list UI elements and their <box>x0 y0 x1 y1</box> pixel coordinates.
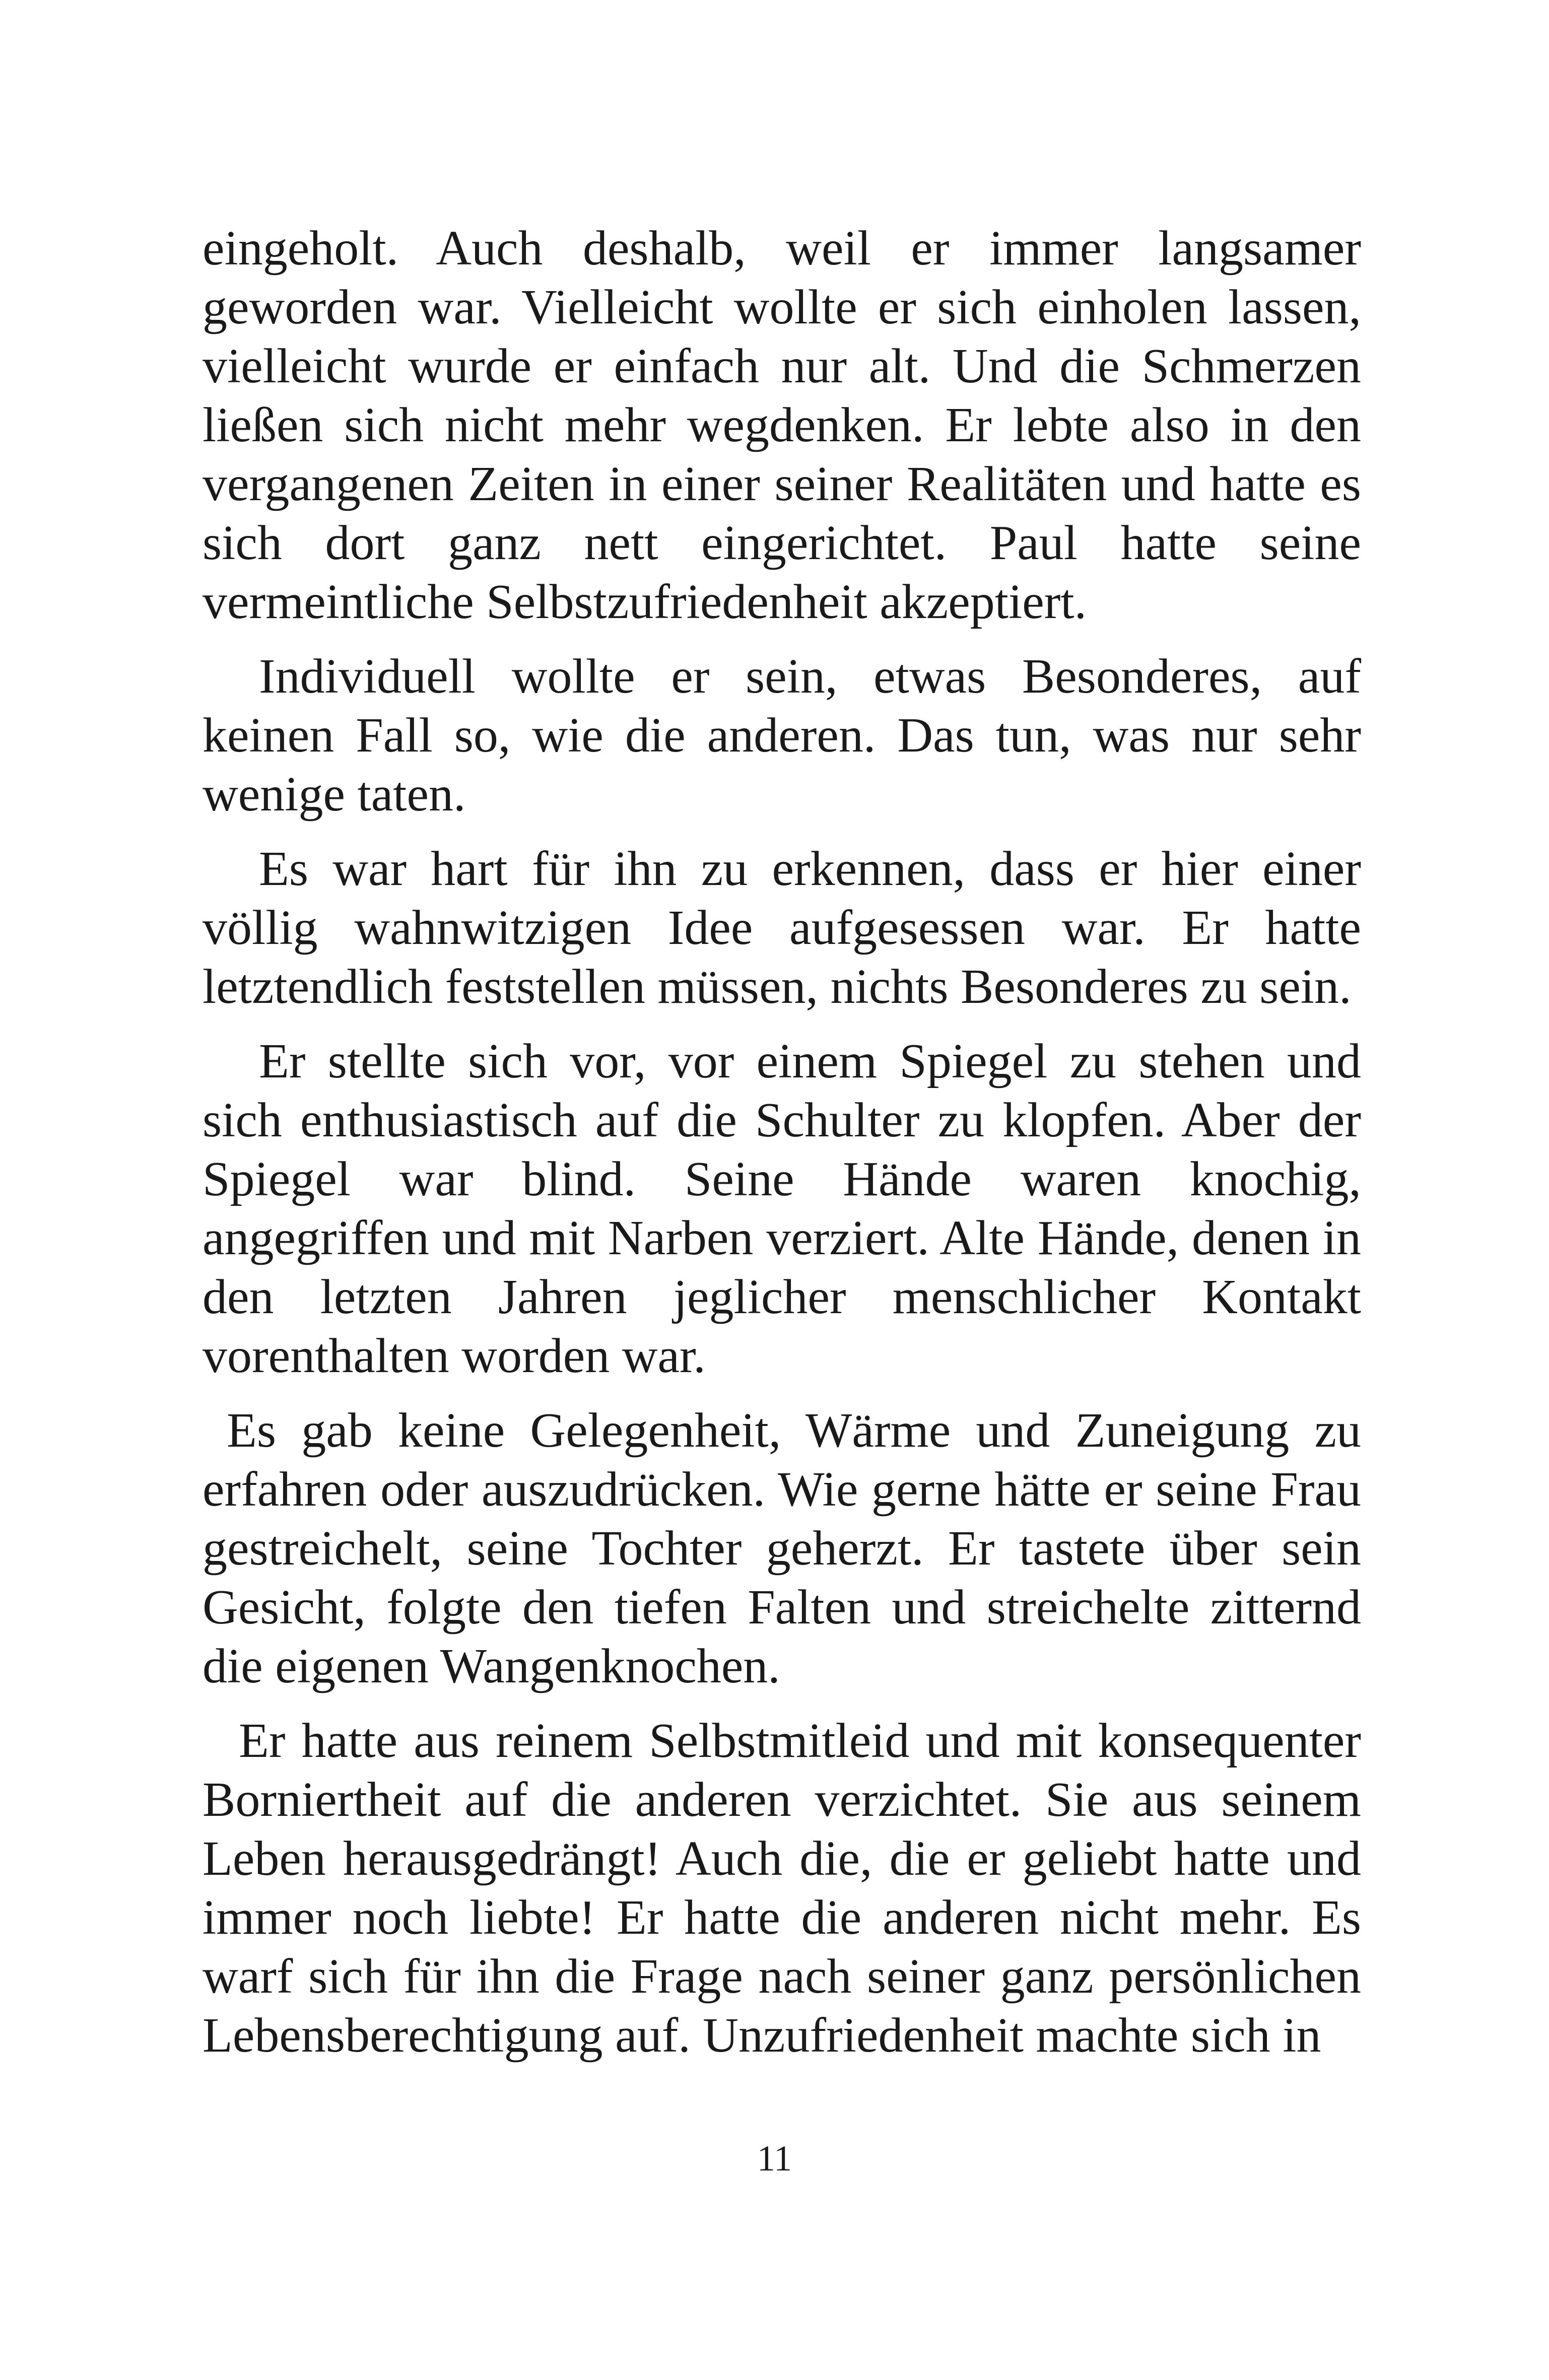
paragraph-6: Er hatte aus reinem Selbstmitleid und mit konsequenter Borniertheit auf die anderen verzichtet. Sie aus seinem Leben herausgedrängt! Auch die, die er geliebt hatte und immer noch liebte! Er hatte die anderen nicht mehr. Es warf sich für ihn die Frage nach seiner ganz persönlichen Lebensberechtigung auf. Unzufriedenheit machte sich in <box>203 1714 1361 2063</box>
paragraph-1: eingeholt. Auch deshalb, weil er immer langsamer geworden war. Vielleicht wollte er sich einholen lassen, vielleicht wurde er einfach nur alt. Und die Schmerzen ließen sich nicht mehr wegdenken. Er lebte also in den vergangenen Zeiten in einer seiner Realitäten und hatte es sich dort ganz nett eingerichtet. Paul hatte seine vermeintliche Selbstzufriedenheit akzeptiert. <box>203 221 1361 629</box>
paragraph-4: Er stellte sich vor, vor einem Spiegel zu stehen und sich enthusiastisch auf die Schulter zu klopfen. Aber der Spiegel war blind. Seine Hände waren knochig, angegriffen und mit Narben verziert. Alte Hände, denen in den letzten Jahren jeglicher menschlicher Kontakt vorenthalten worden war. <box>203 1034 1361 1383</box>
paragraph-2: Individuell wollte er sein, etwas Besonderes, auf keinen Fall so, wie die anderen. Das tun, was nur sehr wenige taten. <box>203 649 1361 822</box>
page-number: 11 <box>757 2138 792 2179</box>
paragraph-3: Es war hart für ihn zu erkennen, dass er hier einer völlig wahnwitzigen Idee aufgesessen war. Er hatte letztendlich feststellen müssen, nichts Besonderes zu sein. <box>203 842 1361 1014</box>
body-text <box>203 219 1361 2081</box>
paragraph-5: Es gab keine Gelegenheit, Wärme und Zuneigung zu erfahren oder auszudrücken. Wie gerne hätte er seine Frau gestreichelt, seine Tochter geherzt. Er tastete über sein Gesicht, folgte den tiefen Falten und streichelte zitternd die eigenen Wangenknochen. <box>203 1403 1361 1693</box>
